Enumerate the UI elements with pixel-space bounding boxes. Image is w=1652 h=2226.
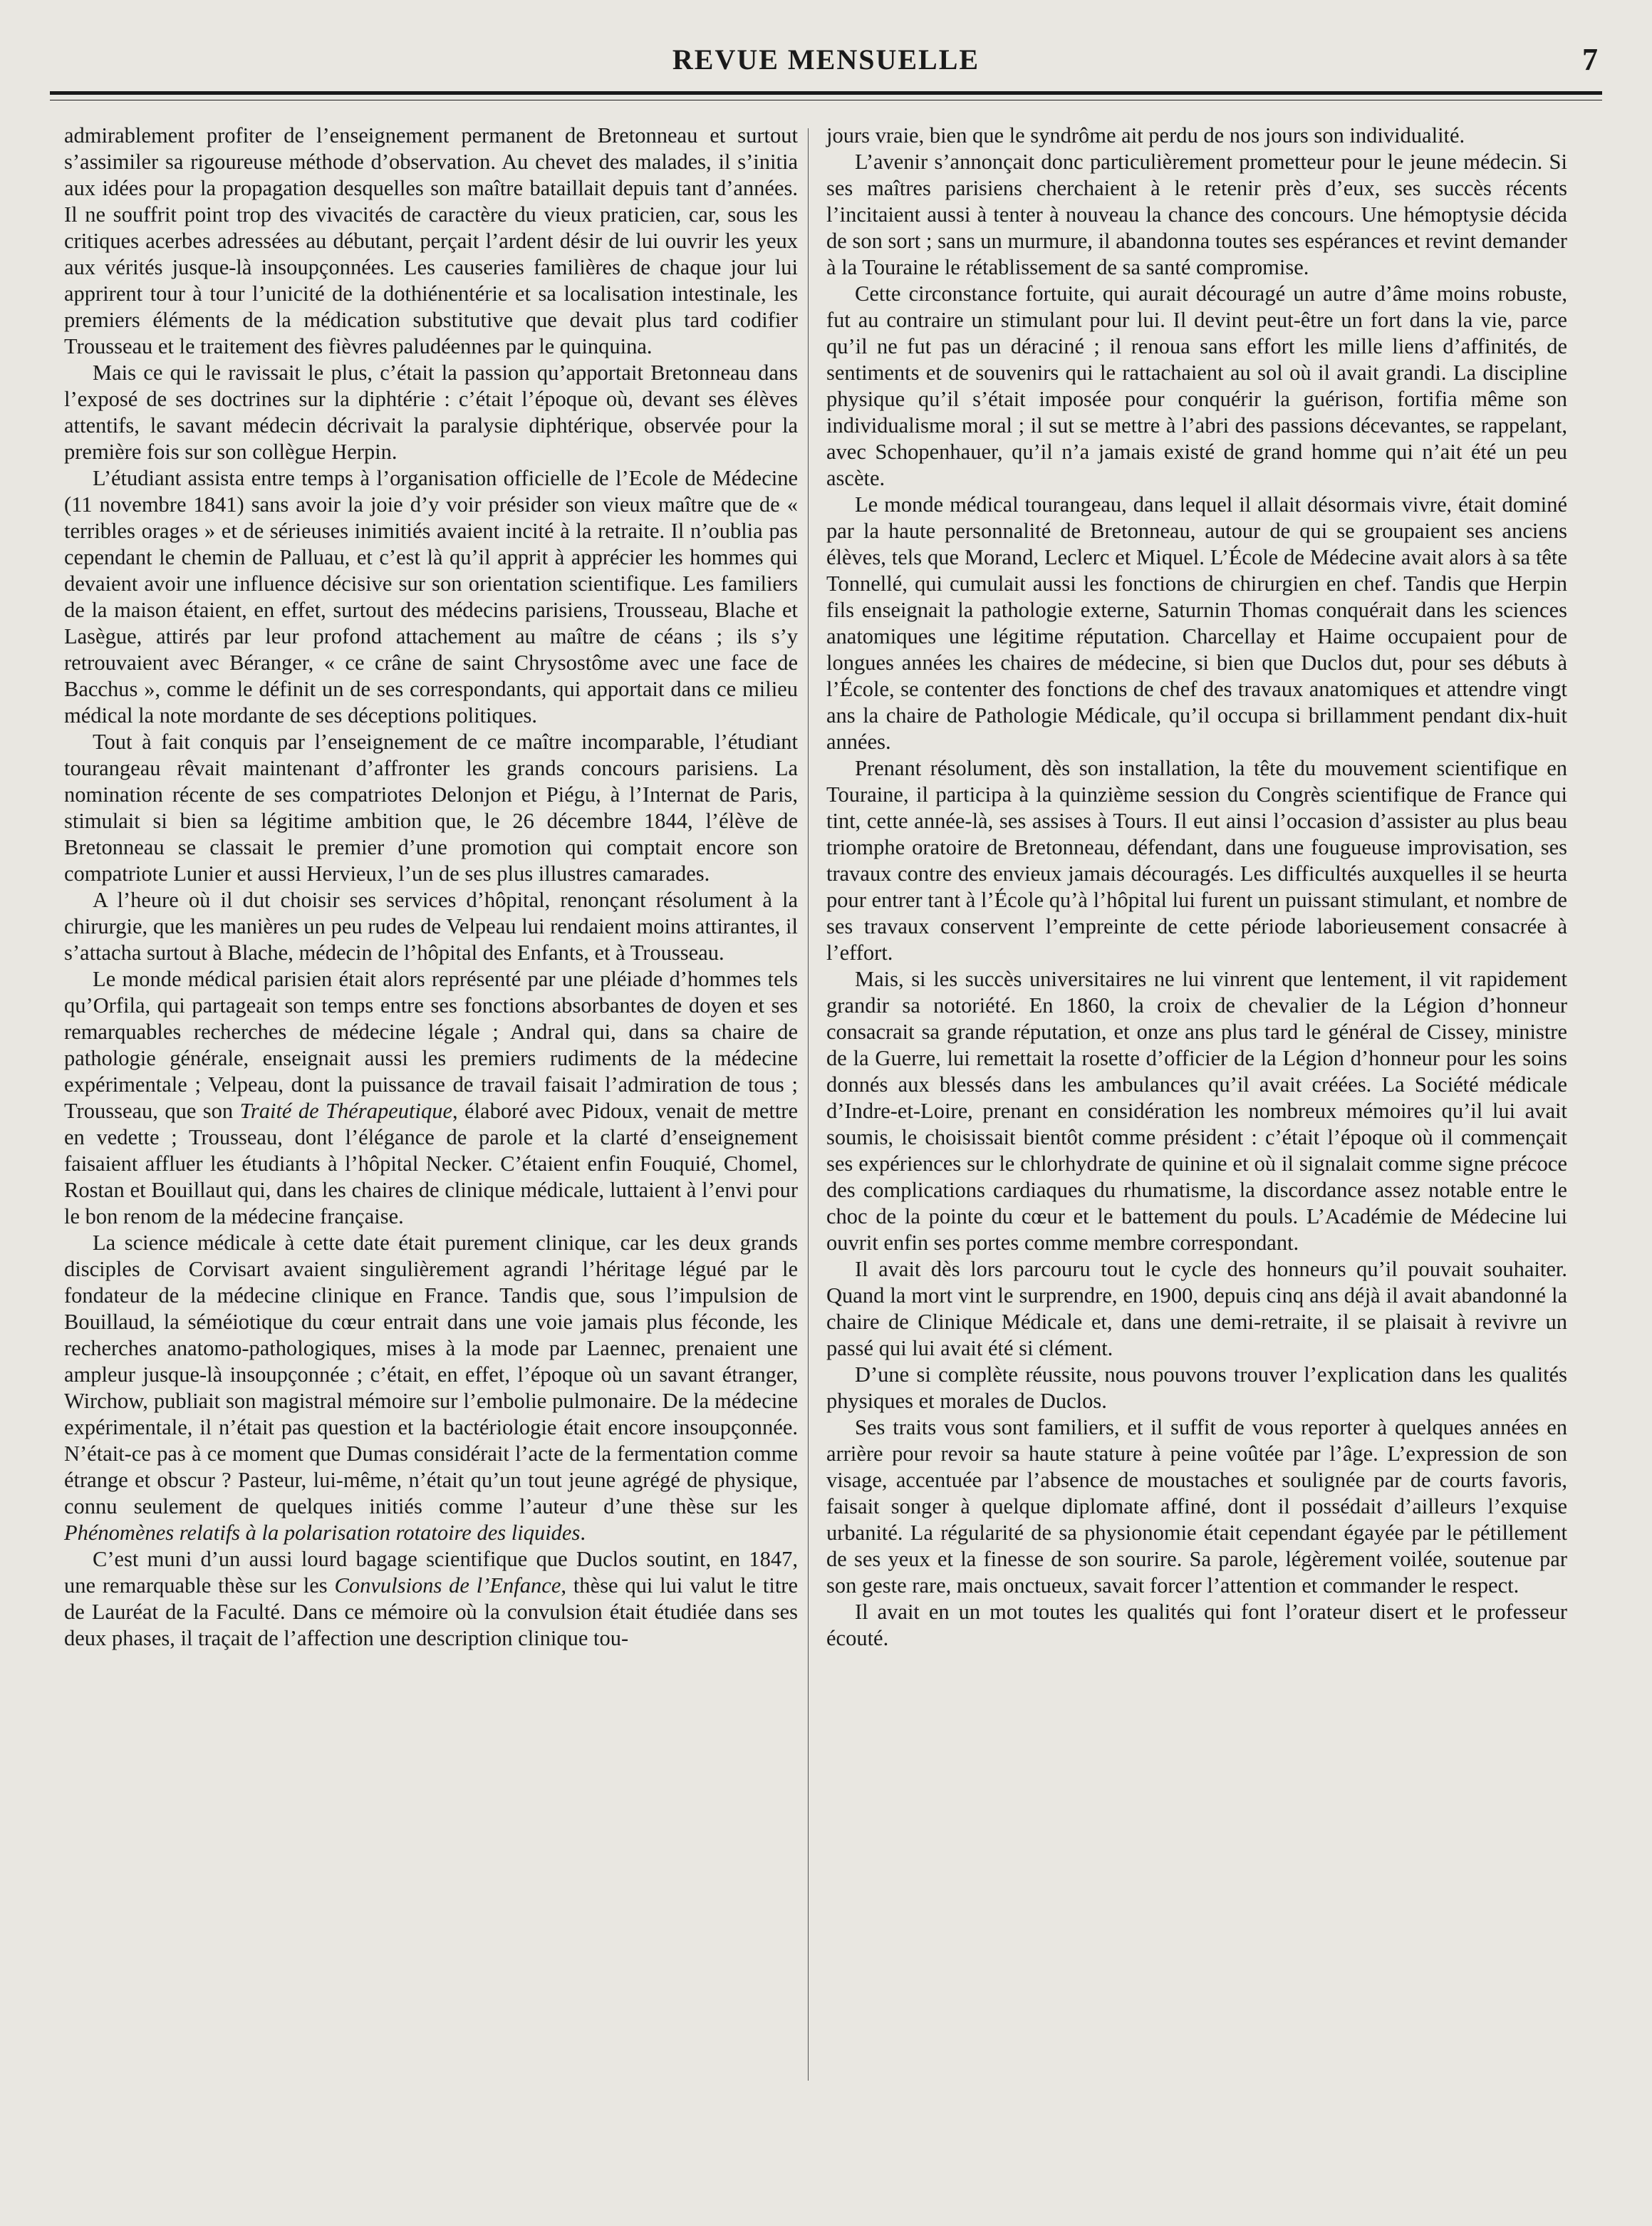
paragraph: Il avait en un mot toutes les qualités qui font l’orateur disert et le professeur écouté.	[826, 1600, 1567, 1650]
paragraph: Le monde médical tourangeau, dans lequel il allait désormais vivre, était dominé par la haute personnalité de Bretonneau, autour de qui se groupaient ses anciens élèves, tels que Morand, Leclerc et Miquel. L’École de Médecine avait alors à sa tête Tonnellé, qui cumulait aussi les fonctions de chirurgien en chef. Tandis que Herpin fils enseignait la pathologie externe, Saturnin Thomas conquérait dans les sciences anatomiques une légitime réputation. Charcellay et Haime occupaient pour de longues années les chaires de médecine, si bien que Duclos dut, pour ses débuts à l’École, se contenter des fonctions de chef des travaux anatomiques et attendre vingt ans la chaire de Pathologie Médicale, qu’il occupa si brillamment pendant dix-huit années.	[826, 492, 1567, 754]
header-rule	[50, 91, 1602, 95]
page-header	[50, 37, 1602, 80]
paragraph: Tout à fait conquis par l’enseignement de ce maître incomparable, l’étudiant tourangeau rêvait maintenant d’affronter les grands concours parisiens. La nomination récente de ses compatriotes Delonjon et Piégu, à l’Internat de Paris, stimulait si bien sa légitime ambition que, le 26 décembre 1844, l’élève de Bretonneau se classait le premier d’une promotion qui comptait encore son compatriote Lunier et aussi Hervieux, l’un de ses plus illustres camarades.	[64, 730, 798, 886]
italic-title: Phénomènes relatifs à la polarisation rotatoire des liquides	[64, 1521, 581, 1545]
paragraph: Cette circonstance fortuite, qui aurait découragé un autre d’âme moins robuste, fut au contraire un stimulant pour lui. Il devint peut-être un fort dans la vie, parce qu’il ne fut pas un déraciné ; il renoua sans effort les mille liens d’affinités, de sentiments et de souvenirs qui le rattachaient au sol où il avait grandi. La discipline physique qu’il s’était imposée pour conquérir la guérison, fortifia même son individualisme moral ; il sut se mettre à l’abri des passions décevantes, se rappelant, avec Schopenhauer, qu’il n’a jamais existé de grand homme qui n’ait été un peu ascète.	[826, 281, 1567, 490]
paragraph: Il avait dès lors parcouru tout le cycle des honneurs qu’il pouvait souhaiter. Quand la mort vint le surprendre, en 1900, depuis cinq ans déjà il avait abandonné la chaire de Clinique Médicale et, dans une demi-retraite, il se plaisait à revivre un passé qui lui avait été si clément.	[826, 1257, 1567, 1360]
paragraph: admirablement profiter de l’enseignement permanent de Bretonneau et surtout s’assimiler sa rigoureuse méthode d’observation. Au chevet des malades, il s’initia aux idées pour la propagation desquelles son maître bataillait depuis tant d’années. Il ne souffrit point trop des vivacités de caractère du vieux praticien, car, sous les critiques acerbes adressées au débutant, perçait l’ardent désir de lui ouvrir les yeux aux vérités jusque-là insoupçonnées. Les causeries familières de chaque jour lui apprirent tour à tour l’unicité de la dothiénentérie et sa localisation intestinale, les premiers éléments de la médication substitutive que devait plus tard codifier Trousseau et le traitement des fièvres paludéennes par le quinquina.	[64, 123, 798, 358]
paragraph: L’avenir s’annonçait donc particulièrement prometteur pour le jeune médecin. Si ses maîtres parisiens cherchaient à le retenir près d’eux, ses succès récents l’incitaient aussi à tenter à nouveau la chance des concours. Une hémoptysie décida de son sort ; sans un murmure, il abandonna toutes ses espérances et revint demander à la Touraine le rétablissement de sa santé compromise.	[826, 150, 1567, 279]
paragraph: Mais, si les succès universitaires ne lui vinrent que lentement, il vit rapidement grandir sa notoriété. En 1860, la croix de chevalier de la Légion d’honneur consacrait sa grande réputation, et onze ans plus tard le général de Cissey, ministre de la Guerre, lui remettait la rosette d’officier de la Légion d’honneur pour les soins donnés aux blessés dans les ambulances qu’il avait créées. La Société médicale d’Indre-et-Loire, prenant en considération les nombreux mémoires qu’il lui avait soumis, le choisissait bientôt comme président : c’était l’époque où il commençait ses expériences sur le chlorhydrate de quinine et où il signalait comme signe précoce des complications cardiaques du rhumatisme, la discordance assez notable entre le choc de la pointe du cœur et le battement du pouls. L’Académie de Médecine lui ouvrit enfin ses portes comme membre correspondant.	[826, 967, 1567, 1255]
column-divider	[808, 128, 809, 2081]
paragraph	[64, 966, 798, 1230]
italic-title: Traité de Thérapeutique	[239, 1099, 452, 1123]
paragraph: L’étudiant assista entre temps à l’organisation officielle de l’Ecole de Médecine (11 novembre 1841) sans avoir la joie d’y voir présider son vieux maître que de « terribles orages » et de sérieuses inimitiés avaient incité à la retraite. Il n’oublia pas cependant le chemin de Palluau, et c’est là qu’il apprit à apprécier les hommes qui devaient avoir une influence décisive sur son orientation scientifique. Les familiers de la maison étaient, en effet, surtout des médecins parisiens, Trousseau, Blache et Lasègue, attirés par leur profond attachement au maître de céans ; ils s’y retrouvaient avec Béranger, « ce crâne de saint Chrysostôme avec une face de Bacchus », comme le définit un de ses correspondants, qui apportait dans ce milieu médical la note mordante de ses déceptions politiques.	[64, 466, 798, 728]
left-column	[64, 123, 798, 1652]
paragraph: jours vraie, bien que le syndrôme ait perdu de nos jours son individualité.	[826, 123, 1465, 147]
right-column	[826, 123, 1567, 1652]
text-run: , thèse qui lui valut le titre de Lauréat de la Faculté. Dans ce mémoire où la convulsion était étudiée dans ses deux phases, il traçait de l’affection une description clinique tou-	[64, 1573, 798, 1650]
text-run: .	[580, 1521, 586, 1545]
page-number: 7	[1582, 42, 1598, 77]
paragraph: Mais ce qui le ravissait le plus, c’était la passion qu’apportait Bretonneau dans l’exposé de ses doctrines sur la diphtérie : c’était l’époque où, devant ses élèves attentifs, le savant médecin décrivait la paralysie diphtérique, observée pour la première fois sur son collègue Herpin.	[64, 361, 798, 464]
paragraph: Ses traits vous sont familiers, et il suffit de vous reporter à quelques années en arrière pour revoir sa haute stature à peine voûtée par l’âge. L’expression de son visage, accentuée par l’absence de moustaches et soulignée par de courts favoris, faisait songer à quelque diplomate affiné, dont il possédait d’ailleurs l’exquise urbanité. La régularité de sa physionomie était cependant égayée par le pétillement de ses yeux et la finesse de son sourire. Sa parole, légèrement voilée, soutenue par son geste rare, mais onctueux, savait forcer l’attention et commander le respect.	[826, 1415, 1567, 1598]
italic-title: Convulsions de l’Enfance	[334, 1573, 561, 1598]
running-title: REVUE MENSUELLE	[672, 43, 980, 76]
paragraph: Prenant résolument, dès son installation, la tête du mouvement scientifique en Touraine, il participa à la quinzième session du Congrès scientifique de France qui tint, cette année-là, ses assises à Tours. Il eut ainsi l’occasion d’assister au plus beau triomphe oratoire de Bretonneau, défendant, dans une fougueuse improvisation, ses travaux contre des envieux jamais découragés. Les difficultés auxquelles il se heurta pour entrer tant à l’École qu’à l’hôpital lui furent un puissant stimulant, et nombre de ses travaux conservent l’empreinte de cette période laborieusement consacrée à l’effort.	[826, 756, 1567, 965]
paragraph: D’une si complète réussite, nous pouvons trouver l’explication dans les qualités physiques et morales de Duclos.	[826, 1362, 1567, 1413]
paragraph: A l’heure où il dut choisir ses services d’hôpital, renonçant résolument à la chirurgie, que les manières un peu rudes de Velpeau lui rendaient moins attirantes, il s’attacha surtout à Blache, médecin de l’hôpital des Enfants, et à Trousseau.	[64, 888, 798, 965]
text-run: , élaboré avec Pidoux, venait de mettre en vedette ; Trousseau, dont l’élégance de parole et la clarté d’enseignement faisaient affluer les étudiants à l’hôpital Necker. C’étaient enfin Fouquié, Chomel, Rostan et Bouillaut qui, dans les chaires de clinique médicale, luttaient à l’envi pour le bon renom de la médecine française.	[64, 1099, 798, 1228]
text-run: Le monde médical parisien était alors représenté par une pléiade d’hommes tels qu’Orfila, qui partageait son temps entre ses fonctions absorbantes de doyen et ses remarquables recherches de médecine légale ; Andral qui, dans sa chaire de pathologie générale, enseignait aussi les premiers rudiments de la médecine expérimentale ; Velpeau, dont la puissance de travail faisait l’admiration de tous ; Trousseau, que son	[64, 967, 798, 1123]
text-run: La science médicale à cette date était purement clinique, car les deux grands disciples de Corvisart avaient singulièrement agrandi l’héritage légué par le fondateur de la médecine clinique en France. Tandis que, sous l’impulsion de Bouillaud, la séméiotique du cœur entrait dans une voie jamais plus féconde, les recherches anatomo-pathologiques, mises à la mode par Laennec, prenaient une ampleur jusque-là insoupçonnée ; c’était, en effet, l’époque où un savant étranger, Wirchow, publiait son magistral mémoire sur l’embolie pulmonaire. De la médecine expérimentale, il n’était pas question et la bactériologie était encore insoupçonnée. N’était-ce pas à ce moment que Dumas considérait l’acte de la fermentation comme étrange et obscur ? Pasteur, lui-même, n’était qu’un tout jeune agrégé de physique, connu seulement de quelques initiés comme l’auteur d’une thèse sur les	[64, 1231, 798, 1518]
paragraph	[64, 1546, 798, 1652]
text-run: C’est muni d’un aussi lourd bagage scientifique que Duclos soutint, en 1847, une remarquable thèse sur les	[64, 1547, 798, 1598]
paragraph	[64, 1230, 798, 1546]
